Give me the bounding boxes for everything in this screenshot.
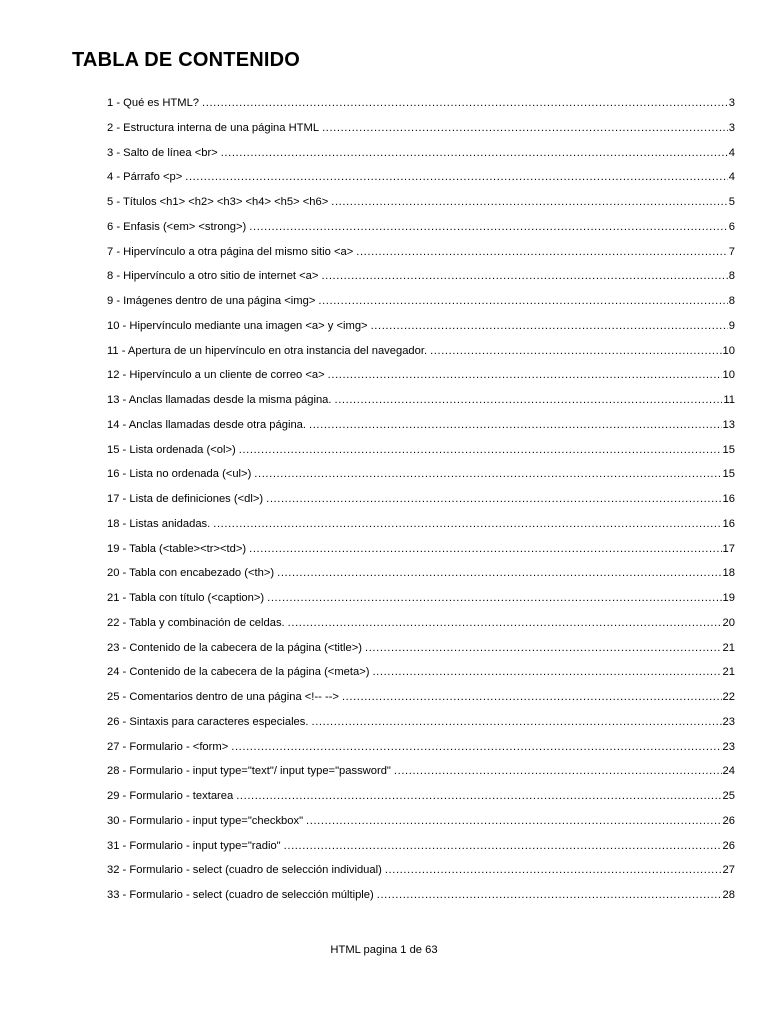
toc-dot-leader	[249, 540, 721, 558]
toc-entry-title: 19 - Tabla (<table><tr><td>)	[107, 542, 247, 555]
toc-page-number: 16	[722, 493, 735, 505]
toc-entry[interactable]	[107, 639, 735, 664]
toc-entry-title: 25 - Comentarios dentro de una página <!-- -->	[107, 691, 339, 703]
toc-entry[interactable]	[107, 416, 735, 441]
toc-entry-title: 8 - Hipervínculo a otro sitio de internet <a>	[107, 270, 319, 283]
toc-page-number: 3	[728, 121, 735, 134]
toc-list	[107, 94, 735, 911]
toc-entry-title: 24 - Contenido de la cabecera de la página (<meta>)	[107, 666, 370, 679]
toc-page-number: 18	[722, 567, 735, 580]
toc-entry[interactable]	[107, 589, 735, 614]
toc-entry-title: 15 - Lista ordenada (<ol>)	[107, 443, 236, 456]
toc-entry[interactable]	[107, 391, 735, 416]
toc-dot-leader	[231, 738, 721, 756]
toc-entry-title: 27 - Formulario - <form>	[107, 740, 229, 753]
toc-entry-title: 26 - Sintaxis para caracteres especiales.	[107, 715, 309, 728]
toc-entry-title: 18 - Listas anidadas.	[107, 517, 211, 530]
toc-entry-title: 10 - Hipervínculo mediante una imagen <a> y <img>	[107, 319, 368, 332]
toc-page-number: 4	[728, 146, 735, 159]
toc-page-number: 17	[722, 542, 735, 555]
toc-page-number: 10	[722, 344, 735, 357]
toc-page-number: 5	[728, 196, 735, 208]
toc-dot-leader	[306, 812, 722, 830]
toc-entry[interactable]	[107, 688, 735, 713]
toc-dot-leader	[331, 193, 728, 211]
toc-page-number: 11	[723, 394, 735, 406]
toc-entry[interactable]	[107, 886, 735, 911]
toc-entry[interactable]	[107, 292, 735, 317]
page-footer: HTML pagina 1 de 63	[330, 944, 438, 956]
toc-dot-leader	[288, 614, 722, 632]
toc-dot-leader	[356, 243, 728, 261]
toc-dot-leader	[371, 317, 728, 335]
toc-entry[interactable]	[107, 317, 735, 342]
toc-dot-leader	[321, 267, 727, 285]
toc-entry-title: 17 - Lista de definiciones (<dl>)	[107, 493, 264, 505]
toc-dot-leader	[342, 688, 722, 706]
toc-page-number: 28	[722, 889, 735, 901]
toc-entry-title: 2 - Estructura interna de una página HTML	[107, 121, 320, 134]
toc-entry[interactable]	[107, 787, 735, 812]
toc-page-number: 25	[722, 790, 735, 802]
toc-dot-leader	[254, 465, 721, 483]
toc-dot-leader	[236, 787, 721, 805]
toc-dot-leader	[322, 119, 728, 137]
toc-entry[interactable]	[107, 490, 735, 515]
toc-dot-leader	[328, 366, 722, 384]
toc-entry[interactable]	[107, 465, 735, 490]
toc-entry[interactable]	[107, 441, 735, 466]
toc-page-number: 20	[722, 616, 735, 629]
toc-entry[interactable]	[107, 243, 735, 268]
toc-entry-title: 32 - Formulario - select (cuadro de selección individual)	[107, 864, 382, 877]
toc-page-number: 10	[722, 369, 735, 382]
toc-entry[interactable]	[107, 267, 735, 292]
toc-entry[interactable]	[107, 366, 735, 391]
toc-entry-title: 22 - Tabla y combinación de celdas.	[107, 616, 285, 629]
toc-entry[interactable]	[107, 713, 735, 738]
toc-page-number: 23	[722, 740, 735, 753]
toc-dot-leader	[185, 168, 728, 186]
toc-dot-leader	[430, 342, 721, 360]
toc-entry[interactable]	[107, 218, 735, 243]
toc-entry-title: 21 - Tabla con título (<caption>)	[107, 592, 265, 604]
toc-entry-title: 6 - Enfasis (<em> <strong>)	[107, 220, 247, 233]
toc-entry[interactable]	[107, 614, 735, 639]
toc-entry-title: 11 - Apertura de un hipervínculo en otra instancia del navegador.	[107, 344, 428, 357]
toc-dot-leader	[385, 861, 722, 879]
toc-page-number: 6	[728, 220, 735, 233]
toc-page-number: 19	[722, 592, 735, 604]
toc-entry[interactable]	[107, 812, 735, 837]
toc-entry[interactable]	[107, 342, 735, 367]
toc-entry-title: 4 - Párrafo <p>	[107, 171, 183, 184]
toc-dot-leader	[213, 515, 721, 533]
toc-page-number: 7	[728, 245, 735, 258]
toc-dot-leader	[318, 292, 727, 310]
toc-page-number: 22	[722, 691, 735, 703]
toc-entry-title: 33 - Formulario - select (cuadro de selección múltiple)	[107, 889, 374, 901]
toc-page-number: 15	[722, 443, 735, 456]
toc-entry-title: 23 - Contenido de la cabecera de la página (<title>)	[107, 641, 362, 654]
toc-entry[interactable]	[107, 738, 735, 763]
toc-entry[interactable]	[107, 94, 735, 119]
toc-dot-leader	[202, 94, 728, 112]
toc-entry[interactable]	[107, 861, 735, 886]
toc-page-number: 26	[722, 814, 735, 827]
toc-dot-leader	[311, 713, 721, 731]
toc-dot-leader	[267, 589, 721, 607]
toc-dot-leader	[394, 762, 722, 780]
toc-entry[interactable]	[107, 168, 735, 193]
toc-entry-title: 16 - Lista no ordenada (<ul>)	[107, 468, 252, 481]
toc-entry-title: 30 - Formulario - input type="checkbox"	[107, 814, 304, 827]
toc-page-number: 13	[722, 418, 735, 431]
toc-dot-leader	[372, 663, 721, 681]
toc-page-number: 4	[728, 171, 735, 184]
toc-entry-title: 13 - Anclas llamadas desde la misma página.	[107, 394, 332, 406]
toc-entry[interactable]	[107, 119, 735, 144]
toc-entry[interactable]	[107, 515, 735, 540]
toc-dot-leader	[365, 639, 722, 657]
toc-entry[interactable]	[107, 762, 735, 787]
toc-page-number: 21	[722, 666, 735, 679]
toc-entry[interactable]	[107, 564, 735, 589]
toc-entry-title: 3 - Salto de línea <br>	[107, 146, 218, 159]
toc-entry-title: 1 - Qué es HTML?	[107, 97, 200, 109]
toc-page-number: 9	[728, 319, 735, 332]
toc-page-number: 21	[722, 641, 735, 654]
toc-dot-leader	[335, 391, 723, 409]
toc-entry-title: 7 - Hipervínculo a otra página del mismo sitio <a>	[107, 245, 354, 258]
toc-entry-title: 20 - Tabla con encabezado (<th>)	[107, 567, 275, 580]
toc-dot-leader	[377, 886, 722, 904]
toc-entry-title: 31 - Formulario - input type="radio"	[107, 839, 281, 852]
toc-dot-leader	[266, 490, 721, 508]
toc-entry-title: 29 - Formulario - textarea	[107, 790, 234, 802]
toc-entry-title: 12 - Hipervínculo a un cliente de correo <a>	[107, 369, 325, 382]
toc-page-number: 8	[728, 270, 735, 283]
toc-entry[interactable]	[107, 663, 735, 688]
toc-dot-leader	[239, 441, 722, 459]
toc-dot-leader	[277, 564, 721, 582]
toc-page-number: 8	[728, 295, 735, 307]
toc-dot-leader	[249, 218, 727, 236]
toc-page-number: 26	[722, 839, 735, 852]
toc-entry[interactable]	[107, 193, 735, 218]
toc-page-number: 16	[722, 517, 735, 530]
toc-heading: TABLA DE CONTENIDO	[72, 49, 301, 71]
toc-entry-title: 28 - Formulario - input type="text"/ input type="password"	[107, 765, 391, 778]
toc-page-number: 27	[722, 864, 735, 877]
toc-dot-leader	[221, 144, 728, 162]
toc-entry[interactable]	[107, 540, 735, 565]
toc-entry[interactable]	[107, 837, 735, 862]
toc-page-number: 3	[728, 97, 735, 109]
toc-entry-title: 9 - Imágenes dentro de una página <img>	[107, 295, 316, 307]
toc-entry-title: 5 - Títulos <h1> <h2> <h3> <h4> <h5> <h6>	[107, 196, 329, 208]
toc-dot-leader	[284, 837, 722, 855]
toc-page-number: 15	[722, 468, 735, 481]
toc-page-number: 23	[722, 715, 735, 728]
toc-dot-leader	[309, 416, 722, 434]
toc-page-number: 24	[722, 765, 735, 778]
toc-entry-title: 14 - Anclas llamadas desde otra página.	[107, 418, 307, 431]
toc-entry[interactable]	[107, 144, 735, 169]
